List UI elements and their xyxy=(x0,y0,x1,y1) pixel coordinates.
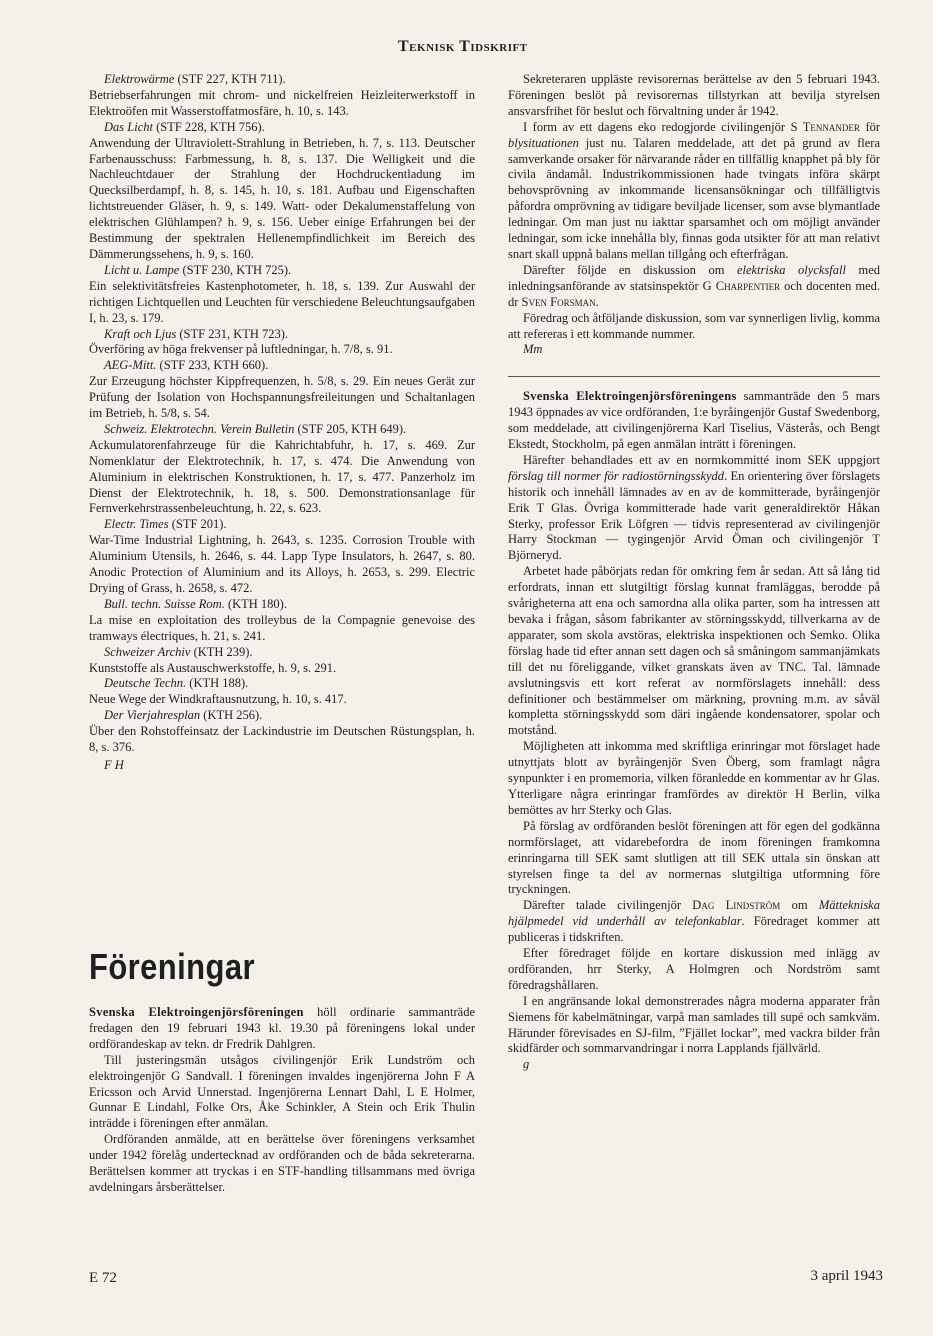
source-journal: Bull. techn. Suisse Rom. (KTH 180). xyxy=(104,596,287,611)
right-paragraph-4: Föredrag och åtföljande diskussion, som var synnerligen livlig, komma att refereras i ett kommande nummer. xyxy=(508,310,880,341)
separator-rule xyxy=(508,376,880,377)
right-paragraph-1: Sekreteraren uppläste revisorernas berättelse av den 5 februari 1943. Föreningen beslöt på revisorernas tillstyrkan att bevilja styrelsen ansvarsfrihet för beslut och förvaltning under år 1942. xyxy=(508,72,880,118)
signature-g: g xyxy=(523,1057,530,1072)
meeting1-paragraph-1: Svenska Elektroingenjörsföreningen höll ordinarie sammanträde fredagen den 19 februari 1943 kl. 19.30 på föreningens lokal under ordförandeskap av tekn. dr Fredrik Dahlgren. xyxy=(89,1005,475,1051)
meeting2-paragraph-8: I en angränsande lokal demonstrerades några moderna apparater från Siemens för kabelmätningar, varpå man samlades till supé och samkväm. Härunder förevisades en SJ-film, ”Fjället lockar”, med vackra bilder från skidfärder och sommarvandringar i norra Lapplands fjällvärld. xyxy=(508,993,880,1056)
meeting2-paragraph-4: Möjligheten att inkomma med skriftliga erinringar mot förslaget hade utnyttjats blott av byråingenjör Sven Öberg, som framlagt några synpunkter i en promemoria, vilken föranledde en kommentar av hr Glas. Ytterligare några erinringar framfördes av direktör H Berlin, vilka bemöttes av hrr Sterky och Glas. xyxy=(508,739,880,817)
meeting1-paragraph-2: Till justeringsmän utsågos civilingenjör Erik Lundström och elektroingenjör G Sandvall. I föreningen invaldes ingenjörerna John F A Ericsson och Arvid Unnerstad. Ingenjörerna Lennart Dahl, L E Holmer, Gunnar E Lindahl, Folke Ors, Åke Schinkler, A Stein och Erik Thulin inträdde i föreningen efter anmälan. xyxy=(89,1052,475,1131)
page-header: Teknisk Tidskrift xyxy=(398,38,528,55)
source-journal: Licht u. Lampe (STF 230, KTH 725). xyxy=(104,262,292,277)
source-journal: Das Licht (STF 228, KTH 756). xyxy=(104,119,265,134)
left-column xyxy=(89,72,475,774)
section-heading: Föreningar xyxy=(89,946,255,987)
article-list: Betriebserfahrungen mit chrom- und nickelfreien Heizleiterwerkstoff in Elektroöfen mit Wasserstoffatmosfäre, h. 10, s. 143. xyxy=(89,87,475,118)
source-journal: Der Vierjahresplan (KTH 256). xyxy=(104,708,263,723)
article-list: Anwendung der Ultraviolett-Strahlung in Betrieben, h. 7, s. 113. Deutscher Farbenausschuss: Farbmessung, h. 8, s. 137. Die Welligkeit und die Nachleuchtdauer der Strahlung der Hochdruckentladung im Quecksilberdampf, h. 8, s. 145, h. 10, s. 181. Aufbau und Eigenschaften lichtstreuender Gläser, h. 9, s. 149. Watt- oder Dekalumenstaffelung von elektrischen Glühlampen? h. 9, s. 156. Ueber einige Erfahrungen bei der Bestimmung der spektralen Hellenempfindlichkeit im Bereich des Dämmerungssehens, h. 9, s. 160. xyxy=(89,135,475,261)
meeting2-paragraph-1: Svenska Elektroingenjörsföreningens sammanträde den 5 mars 1943 öppnades av vice ordföranden, 1:e byråingenjör Gustaf Swedenborg, som meddelade, att civilingenjörerna Karl Tiselius, Västerås, och Bengt Ekstedt, Stockholm, på egen anmälan inträtt i föreningen. xyxy=(508,389,880,452)
article-list: Kunststoffe als Austauschwerkstoffe, h. 9, s. 291. xyxy=(89,660,337,675)
meeting2-paragraph-5: På förslag av ordföranden beslöt föreningen att för egen del godkänna normförslaget, att vidarebefordra de inom föreningen framkomna erinringarna till SEK samt slutligen att till SEK uttala sin önskan att styrelsen finge ta del av normernas slutgiltiga utformning före tryckningen. xyxy=(508,818,880,897)
right-paragraph-2: I form av ett dagens eko redogjorde civilingenjör S Tennander för blysituationen just nu. Talaren meddelade, att det på grund av flera samverkande orsaker för närvarande råder en tillfällig knapphet på bly för civila ändamål. Industrikommissionen hade tvingats införa skärpt behovsprövning av inkommande licensansökningar och tillfälligtvis påfordra omprövning av tidigare beviljade licenser, som avse blymantlade ledningar. Om man just nu iakttar sparsamhet och om möjligt använder ledningar, som icke innehålla bly, finnas goda utsikter för att man relativt snart skall uppnå balans mellan tillgång och efterfrågan. xyxy=(508,119,881,261)
meeting2-paragraph-3: Arbetet hade påbörjats redan för omkring fem år sedan. Att så lång tid erfordrats, innan ett slutgiltigt förslag kunnat framläggas, berodde på svårigheterna att ena och samordna alla olika parter, som ha intressen att bevaka i frågan, såsom fabrikanter av störningsskydd, tillverkarna av de apparater, som skola avstöras, elektriska inspektionen och Semko. Olika förslag hade tid efter annan sett dagen och så småningom sammanjämkats till det nu föreliggande, vilket granskats även av TNC. Tal. lämnade avslutningsvis ett kort referat av normförslagets innehåll: dess definitioner och bestämmelser om märkning, provning m.m. av såväl kompletta störningsskydd som däri ingående kondensatorer, spolar och motstånd. xyxy=(508,564,880,738)
meeting2-paragraph-6: Därefter talade civilingenjör Dag Lindström om Mättekniska hjälpmedel vid underhåll av telefonkablar. Föredraget kommer att publiceras i tidskriften. xyxy=(508,898,880,945)
article-list: Über den Rohstoffeinsatz der Lackindustrie im Deutschen Rüstungsplan, h. 8, s. 376. xyxy=(89,724,475,755)
source-journal: Deutsche Techn. (KTH 188). xyxy=(104,676,249,691)
right-column xyxy=(508,72,880,1073)
article-list: Överföring av höga frekvenser på luftledningar, h. 7/8, s. 91. xyxy=(89,342,393,357)
source-journal: AEG-Mitt. (STF 233, KTH 660). xyxy=(104,358,269,373)
signature-mm: Mm xyxy=(523,342,543,357)
org-name: Svenska Elektroingenjörsföreningen xyxy=(89,1005,304,1019)
source-journal: Elektrowärme (STF 227, KTH 711). xyxy=(104,72,286,86)
article-list: La mise en exploitation des trolleybus de la Compagnie genevoise des tramways électriques, h. 21, s. 241. xyxy=(89,612,475,643)
source-journal: Schweiz. Elektrotechn. Verein Bulletin (STF 205, KTH 649). xyxy=(104,421,407,436)
meeting2-paragraph-2: Härefter behandlades ett av en normkommitté inom SEK uppgjort förslag till normer för radiostörningsskydd. En orientering över förslagets historik och innehåll lämnades av en av de kommitterade, byråingenjör Erik T Glas. Övriga kommitterade hade varit generaldirektör Håkan Sterky, professor Erik Löfgren — tidvis representerad av civilingenjör Harry Stockman — tygingenjör Arvid Öman och civilingenjör T Björneryd. xyxy=(508,452,880,563)
meeting2-paragraph-7: Efter föredraget följde en kortare diskussion med inlägg av ordföranden, hrr Sterky, A Holmgren och Nordström samt föredragshållaren. xyxy=(508,946,880,992)
article-list: Ein selektivitätsfreies Kastenphotometer, h. 18, s. 139. Zur Auswahl der richtigen Lichtquellen und Leuchten für verschiedene Beleuchtungsaufgaben I, h. 23, s. 179. xyxy=(89,278,475,325)
source-journal: Kraft och Ljus (STF 231, KTH 723). xyxy=(104,326,289,341)
page-number: E 72 xyxy=(89,1270,117,1286)
article-list: War-Time Industrial Lightning, h. 2643, s. 1235. Corrosion Trouble with Aluminium Utensils, h. 2646, s. 44. Lapp Type Insulators, h. 2647, s. 80. Anodic Protection of Aluminium and its Alloys, h. 2653, s. 299. Electric Drying of Grass, h. 2658, s. 472. xyxy=(89,533,475,595)
left-column-meeting xyxy=(89,1005,475,1196)
source-journal: Electr. Times (STF 201). xyxy=(104,517,227,532)
meeting1-paragraph-3: Ordföranden anmälde, att en berättelse över föreningens verksamhet under 1942 förelåg undertecknad av ordföranden och de båda sekreterarna. Berättelsen kommer att tryckas i en STF-handling tillsammans med övriga avdelningars årsberättelser. xyxy=(89,1132,475,1194)
signature-fh: F H xyxy=(104,757,124,772)
source-journal: Schweizer Archiv (KTH 239). xyxy=(104,644,253,659)
article-list: Zur Erzeugung höchster Kippfrequenzen, h. 5/8, s. 29. Ein neues Gerät zur Prüfung der Isolation von Hochspannungsfreileitungen und Schaltanlagen im Betrieb, h. 5/8, s. 54. xyxy=(89,374,475,421)
right-paragraph-3: Därefter följde en diskussion om elektriska olycksfall med inledningsanförande av statsinspektör G Charpentier och docenten med. dr Sven Forsman. xyxy=(508,262,880,309)
article-list: Ackumulatorenfahrzeuge für die Kahrichtabfuhr, h. 17, s. 469. Zur Nomenklatur der Elektrotechnik, h. 17, s. 474. Die Anwendung von Aluminium in elektrischen Konstruktionen, h. 17, s. 477. Panzerholz im Dienst der Elektrotechnik, h. 18, s. 500. Demonstrationsanlage für Fernverkehrstrassenbeleuchtung, h. 22, s. 623. xyxy=(89,437,475,516)
issue-date: 3 april 1943 xyxy=(810,1268,883,1284)
article-list: Neue Wege der Windkraftausnutzung, h. 10, s. 417. xyxy=(89,692,347,707)
